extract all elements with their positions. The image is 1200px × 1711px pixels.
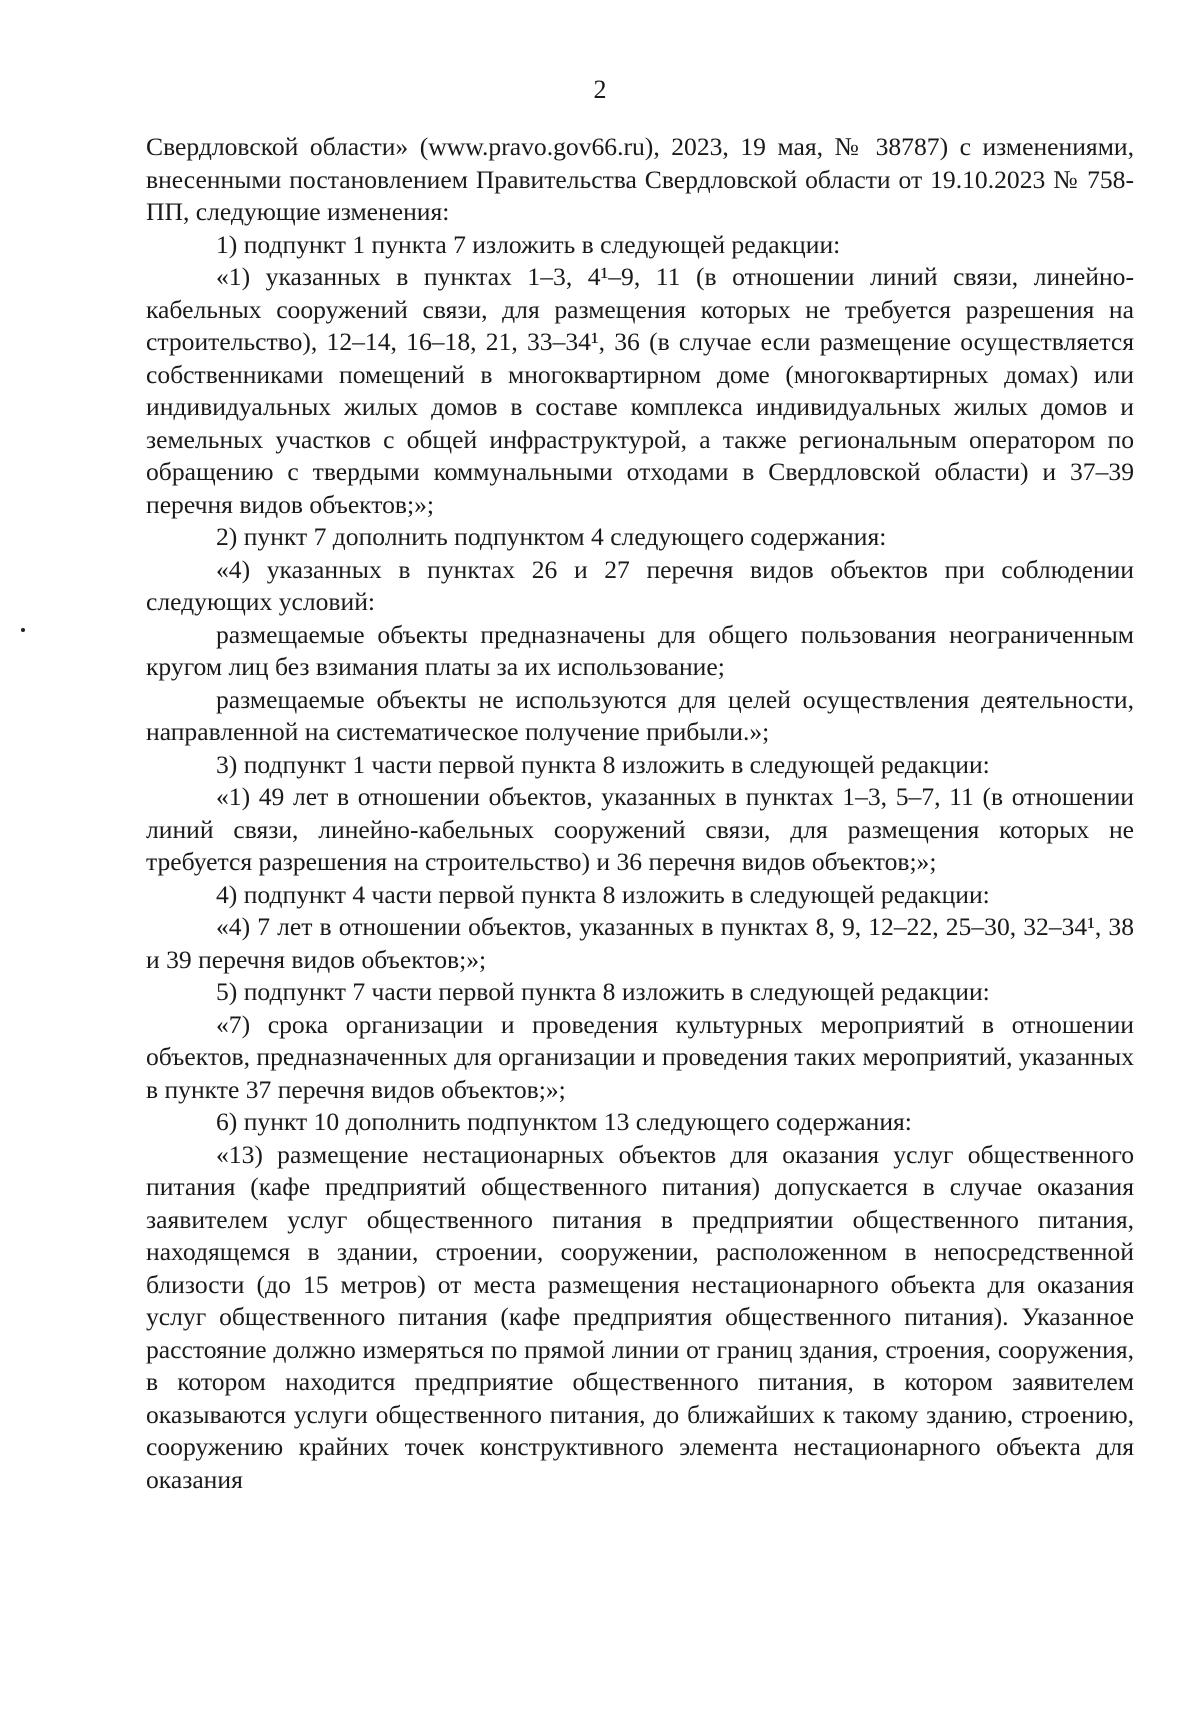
paragraph-item-1: 1) подпункт 1 пункта 7 изложить в следующей редакции: — [216, 229, 841, 259]
paragraph-item-4: 4) подпункт 4 части первой пункта 8 изложить в следующей редакции: — [216, 879, 990, 909]
paragraph-item-2: 2) пункт 7 дополнить подпунктом 4 следующего содержания: — [216, 522, 887, 551]
paragraph-item-6-text: «13) размещение нестационарных объектов для оказания услуг общественного питания (кафе предприятий общественного питания) допускается в случае оказания заявителем услуг общественного питания в предприятии общественного питания, находящемся в здании, строении, сооружении, расположенном в непосредственной близости (до 15 метров) от места размещения нестационарного объекта для оказания услуг общественного питания (кафе предприятия общественного питания). Указанное расстояние должно измеряться по прямой линии от границ здания, строения, сооружения, в котором находится предприятие общественного питания, в котором заявителем оказываются услуги общественного питания, до ближайших к такому зданию, строению, сооружению крайних точек конструктивного элемента нестационарного объекта для оказания — [146, 1139, 1134, 1494]
page-number: 2 — [593, 75, 607, 104]
paragraph-item-5: 5) подпункт 7 части первой пункта 8 изложить в следующей редакции: — [216, 977, 990, 1006]
paragraph-condition-1: размещаемые объекты предназначены для общего пользования неограниченным кругом лиц без взимания платы за их использование; — [146, 619, 1134, 681]
paragraph-item-2-text: «4) указанных в пунктах 26 и 27 перечня видов объектов при соблюдении следующих условий: — [146, 554, 1134, 616]
paragraph-condition-2: размещаемые объекты не используются для целей осуществления деятельности, направленной на систематическое получение прибыли.»; — [146, 684, 1134, 746]
paragraph-item-3: 3) подпункт 1 части первой пункта 8 изложить в следующей редакции: — [216, 749, 990, 779]
paragraph-item-5-text: «7) срока организации и проведения культурных мероприятий в отношении объектов, предназначенных для организации и проведения таких мероприятий, указанных в пункте 37 перечня видов объектов;»; — [146, 1009, 1134, 1104]
paragraph-intro: Свердловской области» (www.pravo.gov66.ru), 2023, 19 мая, № 38787) с изменениями, внесенными постановлением Правительства Свердловской области от 19.10.2023 № 758-ПП, следующие изменения: — [146, 132, 1134, 226]
paragraph-item-6: 6) пункт 10 дополнить подпунктом 13 следующего содержания: — [216, 1107, 912, 1136]
document-body — [146, 131, 1134, 1496]
paragraph-item-1-text: «1) указанных в пунктах 1–3, 4¹–9, 11 (в отношении линий связи, линейно-кабельных сооружений связи, для размещения которых не требуется разрешения на строительство), 12–14, 16–18, 21, 33–34¹, 36 (в случае если размещение осуществляется собственниками помещений в многоквартирном доме (многоквартирных домах) или индивидуальных жилых домов в составе комплекса индивидуальных жилых домов и земельных участков с общей инфраструктурой, а также региональным оператором по обращению с твердыми коммунальными отходами в Свердловской области) и 37–39 перечня видов объектов;»; — [146, 262, 1134, 519]
paragraph-item-3-text: «1) 49 лет в отношении объектов, указанных в пунктах 1–3, 5–7, 11 (в отношении линий связи, линейно-кабельных сооружений связи, для размещения которых не требуется разрешения на строительство) и 36 перечня видов объектов;»; — [146, 782, 1134, 876]
scan-mark — [21, 628, 25, 632]
paragraph-item-4-text: «4) 7 лет в отношении объектов, указанных в пунктах 8, 9, 12–22, 25–30, 32–34¹, 38 и 39 перечня видов объектов;»; — [146, 912, 1134, 974]
